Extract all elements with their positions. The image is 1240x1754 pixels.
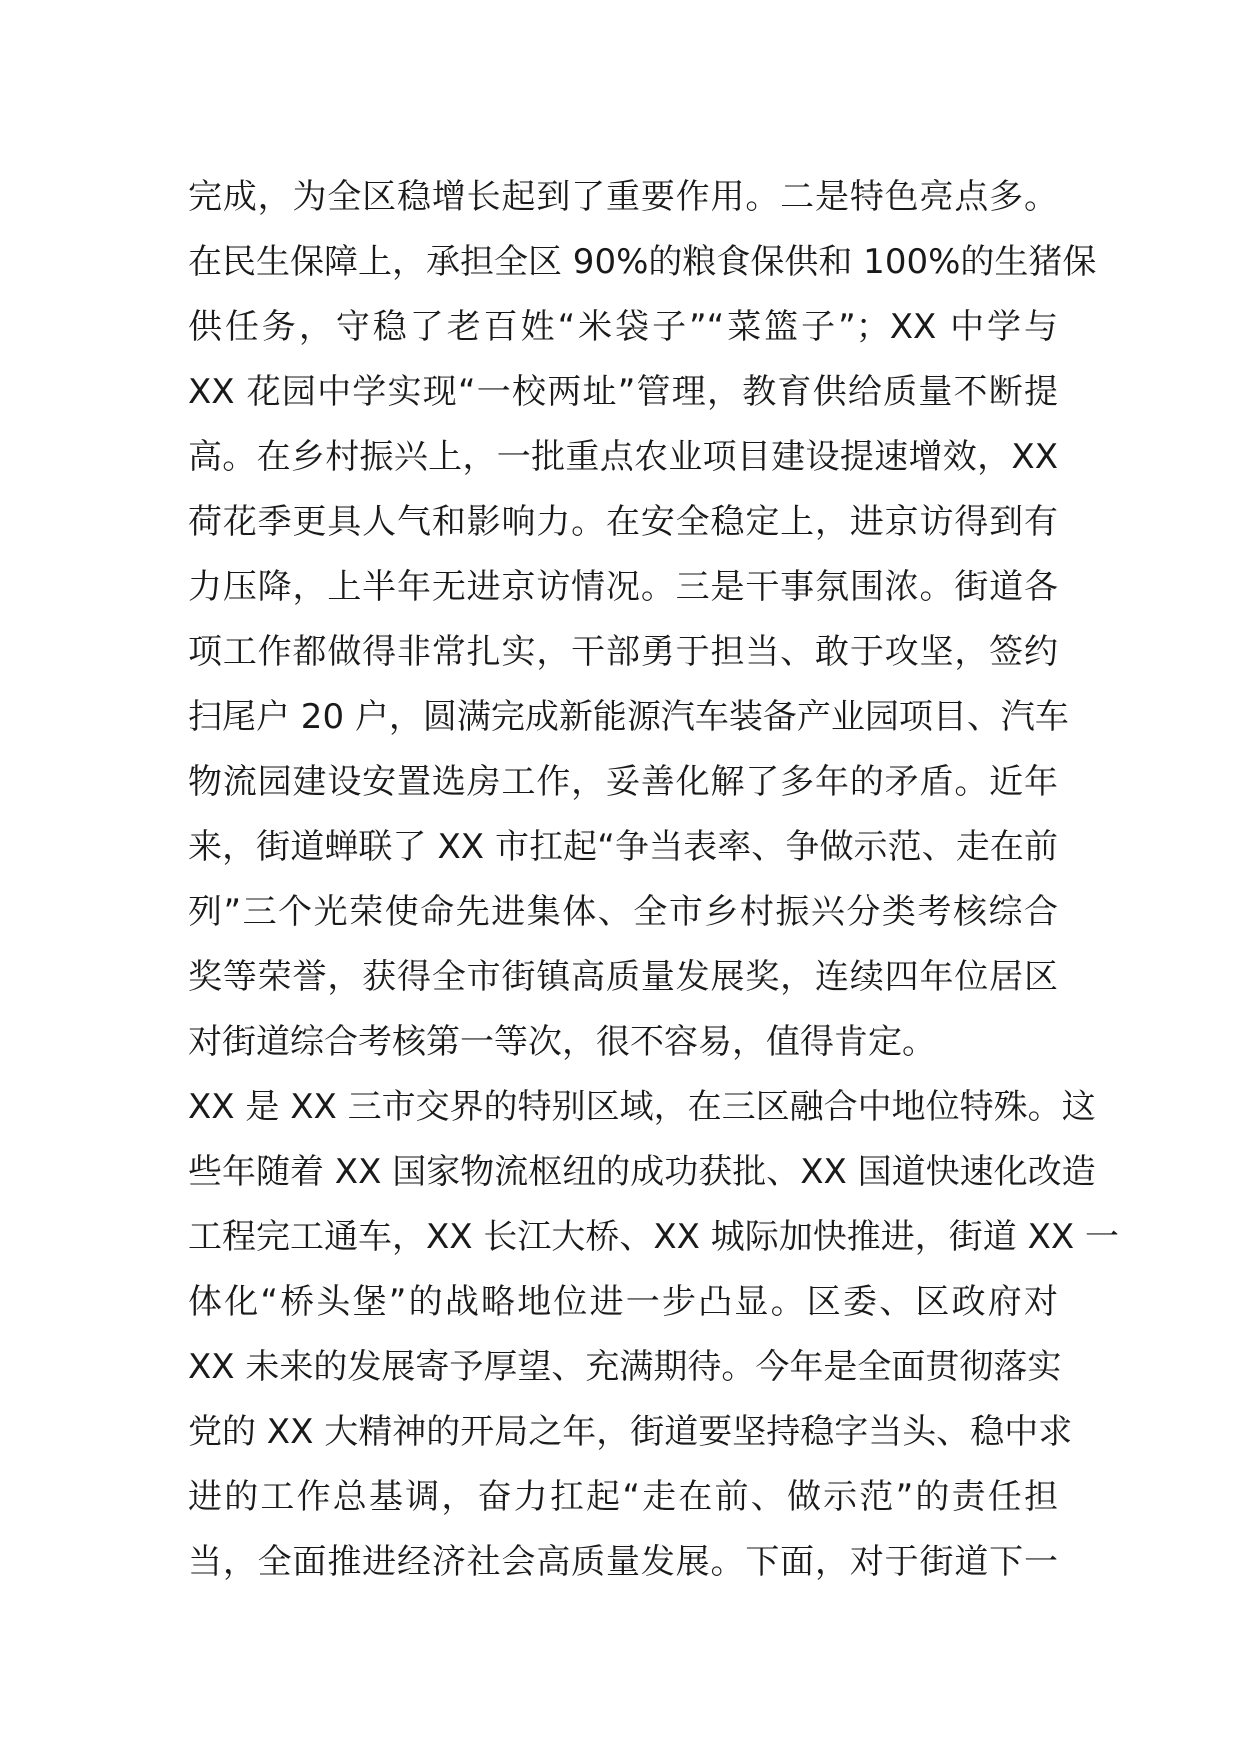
text-line: 些年随着 XX 国家物流枢纽的成功获批、XX 国道快速化改造 [188, 1152, 1096, 1192]
text-line: 项工作都做得非常扎实，干部勇于担当、敢于攻坚，签约 [188, 632, 1058, 672]
text-line: 工程完工通车，XX 长江大桥、XX 城际加快推进，街道 XX 一 [188, 1217, 1119, 1257]
text-line: 荷花季更具人气和影响力。在安全稳定上，进京访得到有 [188, 502, 1058, 542]
text-line: 在民生保障上，承担全区 90%的粮食保供和 100%的生猪保 [188, 242, 1097, 282]
text-line: 供任务，守稳了老百姓“米袋子”“菜篮子”；XX 中学与 [188, 307, 1058, 347]
text-line: 高。在乡村振兴上，一批重点农业项目建设提速增效，XX [188, 437, 1058, 477]
text-line: 扫尾户 20 户，圆满完成新能源汽车装备产业园项目、汽车 [188, 697, 1069, 737]
text-line: 物流园建设安置选房工作，妥善化解了多年的矛盾。近年 [188, 762, 1058, 802]
text-line: 对街道综合考核第一等次，很不容易，值得肯定。 [188, 1022, 936, 1062]
text-line: 党的 XX 大精神的开局之年，街道要坚持稳字当头、稳中求 [188, 1412, 1073, 1452]
text-line: 力压降，上半年无进京访情况。三是干事氛围浓。街道各 [188, 567, 1058, 607]
text-line: XX 是 XX 三市交界的特别区域，在三区融合中地位特殊。这 [188, 1087, 1096, 1127]
paragraph-2 [188, 1075, 1119, 1595]
text-line: 进的工作总基调，奋力扛起“走在前、做示范”的责任担 [188, 1477, 1058, 1517]
paragraph-1 [188, 165, 1097, 1075]
text-line: 列”三个光荣使命先进集体、全市乡村振兴分类考核综合 [188, 892, 1058, 932]
text-line: 完成，为全区稳增长起到了重要作用。二是特色亮点多。 [188, 177, 1058, 217]
text-line: 来，街道蝉联了 XX 市扛起“争当表率、争做示范、走在前 [188, 827, 1058, 867]
text-line: 当，全面推进经济社会高质量发展。下面，对于街道下一 [188, 1542, 1058, 1582]
text-line: 体化“桥头堡”的战略地位进一步凸显。区委、区政府对 [188, 1282, 1058, 1322]
body-text [188, 165, 1119, 1595]
text-line: XX 花园中学实现“一校两址”管理，教育供给质量不断提 [188, 372, 1058, 412]
text-line: 奖等荣誉，获得全市街镇高质量发展奖，连续四年位居区 [188, 957, 1058, 997]
text-line: XX 未来的发展寄予厚望、充满期待。今年是全面贯彻落实 [188, 1347, 1062, 1387]
